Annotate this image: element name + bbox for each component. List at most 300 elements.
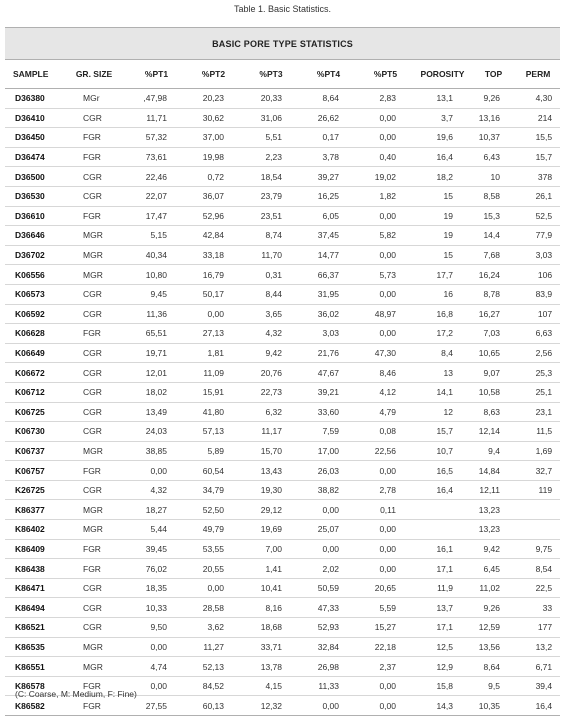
pt5-value: 0,00 [357, 324, 414, 344]
pt3-value: 12,32 [242, 696, 300, 716]
perm-value: 52,5 [516, 206, 560, 226]
pt2-value: 60,54 [185, 461, 242, 481]
sample-id: K06757 [5, 461, 60, 481]
column-header: SAMPLE [5, 60, 60, 89]
top-value: 13,16 [471, 108, 516, 128]
top-value: 11,02 [471, 578, 516, 598]
grain-size: CGR [60, 363, 128, 383]
top-value: 7,03 [471, 324, 516, 344]
pt2-value: 15,91 [185, 382, 242, 402]
top-value: 15,3 [471, 206, 516, 226]
pt5-value: 0,00 [357, 245, 414, 265]
pt5-value: 5,82 [357, 226, 414, 246]
pt4-value: 38,82 [300, 480, 357, 500]
grain-size: CGR [60, 284, 128, 304]
table-row [5, 108, 560, 128]
pt3-value: 19,30 [242, 480, 300, 500]
pt3-value: 8,44 [242, 284, 300, 304]
top-value: 12,14 [471, 422, 516, 442]
pt2-value: 53,55 [185, 539, 242, 559]
pt2-value: 11,09 [185, 363, 242, 383]
top-value: 9,07 [471, 363, 516, 383]
pt4-value: 0,00 [300, 696, 357, 716]
pt2-value: 1,81 [185, 343, 242, 363]
perm-value: 214 [516, 108, 560, 128]
grain-size: CGR [60, 108, 128, 128]
porosity-value: 15 [414, 186, 471, 206]
pt3-value: 2,23 [242, 147, 300, 167]
pt3-value: 20,76 [242, 363, 300, 383]
pt5-value: 22,56 [357, 441, 414, 461]
top-value: 9,42 [471, 539, 516, 559]
sample-id: K86551 [5, 657, 60, 677]
pore-type-statistics-table [5, 27, 560, 716]
pt5-value: 0,00 [357, 128, 414, 148]
perm-value [516, 520, 560, 540]
pt4-value: 16,25 [300, 186, 357, 206]
perm-value: 2,56 [516, 343, 560, 363]
pt4-value: 26,03 [300, 461, 357, 481]
pt4-value: 14,77 [300, 245, 357, 265]
table-row [5, 167, 560, 187]
sample-id: D36500 [5, 167, 60, 187]
table-row [5, 559, 560, 579]
pt2-value: 34,79 [185, 480, 242, 500]
top-value: 8,64 [471, 657, 516, 677]
pt2-value: 0,00 [185, 304, 242, 324]
column-header: TOP [471, 60, 516, 89]
pt4-value: 26,62 [300, 108, 357, 128]
sample-id: D36702 [5, 245, 60, 265]
top-value: 13,56 [471, 637, 516, 657]
porosity-value: 15,7 [414, 422, 471, 442]
perm-value: 8,54 [516, 559, 560, 579]
pt3-value: 10,41 [242, 578, 300, 598]
grain-size: FGR [60, 539, 128, 559]
table-row [5, 402, 560, 422]
porosity-value: 17,1 [414, 559, 471, 579]
pt4-value: 2,02 [300, 559, 357, 579]
footnote: (C: Coarse, M: Medium, F: Fine) [15, 689, 137, 699]
pt3-value: 19,69 [242, 520, 300, 540]
table-row [5, 304, 560, 324]
grain-size: CGR [60, 480, 128, 500]
pt4-value: 32,84 [300, 637, 357, 657]
grain-size: MGR [60, 500, 128, 520]
sample-id: K06592 [5, 304, 60, 324]
pt1-value: ,47,98 [128, 89, 185, 109]
pt5-value: 0,00 [357, 539, 414, 559]
column-header: %PT2 [185, 60, 242, 89]
grain-size: FGR [60, 128, 128, 148]
pt5-value: 8,46 [357, 363, 414, 383]
pt1-value: 10,33 [128, 598, 185, 618]
sample-id: D36474 [5, 147, 60, 167]
sample-id: K86377 [5, 500, 60, 520]
sample-id: K06628 [5, 324, 60, 344]
table-row [5, 363, 560, 383]
pt3-value: 11,70 [242, 245, 300, 265]
grain-size: MGR [60, 245, 128, 265]
pt1-value: 24,03 [128, 422, 185, 442]
perm-value: 177 [516, 618, 560, 638]
pt4-value: 6,05 [300, 206, 357, 226]
sample-id: K86521 [5, 618, 60, 638]
porosity-value [414, 500, 471, 520]
porosity-value: 16,4 [414, 480, 471, 500]
pt2-value: 28,58 [185, 598, 242, 618]
porosity-value: 13 [414, 363, 471, 383]
table-row [5, 324, 560, 344]
pt2-value: 52,96 [185, 206, 242, 226]
pt2-value: 36,07 [185, 186, 242, 206]
grain-size: CGR [60, 598, 128, 618]
table-row [5, 147, 560, 167]
top-value: 9,26 [471, 598, 516, 618]
top-value: 10,37 [471, 128, 516, 148]
pt2-value: 0,00 [185, 578, 242, 598]
pt5-value: 0,00 [357, 676, 414, 696]
pt4-value: 47,67 [300, 363, 357, 383]
top-value: 7,68 [471, 245, 516, 265]
sample-id: K86471 [5, 578, 60, 598]
pt1-value: 19,71 [128, 343, 185, 363]
grain-size: CGR [60, 167, 128, 187]
table-row [5, 128, 560, 148]
pt3-value: 7,00 [242, 539, 300, 559]
pt1-value: 13,49 [128, 402, 185, 422]
pt3-value: 20,33 [242, 89, 300, 109]
top-value: 6,43 [471, 147, 516, 167]
column-header: POROSITY [414, 60, 471, 89]
pt1-value: 0,00 [128, 676, 185, 696]
pt4-value: 7,59 [300, 422, 357, 442]
perm-value: 107 [516, 304, 560, 324]
sample-id: D36380 [5, 89, 60, 109]
pt2-value: 11,27 [185, 637, 242, 657]
table-row [5, 598, 560, 618]
table-caption: Table 1. Basic Statistics. [233, 4, 332, 14]
porosity-value: 16,4 [414, 147, 471, 167]
sample-id: K06649 [5, 343, 60, 363]
pt1-value: 18,27 [128, 500, 185, 520]
sample-id: D36410 [5, 108, 60, 128]
pt4-value: 37,45 [300, 226, 357, 246]
sample-id: K86582 [5, 696, 60, 716]
pt1-value: 11,36 [128, 304, 185, 324]
column-header: %PT5 [357, 60, 414, 89]
column-header: %PT1 [128, 60, 185, 89]
pt2-value: 3,62 [185, 618, 242, 638]
pt4-value: 3,78 [300, 147, 357, 167]
column-header: %PT4 [300, 60, 357, 89]
pt1-value: 76,02 [128, 559, 185, 579]
pt3-value: 11,17 [242, 422, 300, 442]
table-row [5, 637, 560, 657]
table-row [5, 441, 560, 461]
porosity-value: 13,7 [414, 598, 471, 618]
sample-id: K06730 [5, 422, 60, 442]
pt4-value: 36,02 [300, 304, 357, 324]
porosity-value: 17,1 [414, 618, 471, 638]
top-value: 16,24 [471, 265, 516, 285]
pt5-value: 0,00 [357, 696, 414, 716]
pt3-value: 22,73 [242, 382, 300, 402]
pt4-value: 39,21 [300, 382, 357, 402]
pt5-value: 0,00 [357, 461, 414, 481]
table-row [5, 480, 560, 500]
pt1-value: 57,32 [128, 128, 185, 148]
pt1-value: 40,34 [128, 245, 185, 265]
table-row [5, 520, 560, 540]
sample-id: K06556 [5, 265, 60, 285]
porosity-value: 3,7 [414, 108, 471, 128]
sample-id: K86494 [5, 598, 60, 618]
top-value: 9,5 [471, 676, 516, 696]
pt2-value: 84,52 [185, 676, 242, 696]
pt2-value: 33,18 [185, 245, 242, 265]
porosity-value: 15,8 [414, 676, 471, 696]
perm-value: 6,71 [516, 657, 560, 677]
sample-id: D36610 [5, 206, 60, 226]
top-value: 14,84 [471, 461, 516, 481]
pt4-value: 8,64 [300, 89, 357, 109]
pt3-value: 8,16 [242, 598, 300, 618]
porosity-value: 16,5 [414, 461, 471, 481]
porosity-value: 14,1 [414, 382, 471, 402]
top-value: 8,58 [471, 186, 516, 206]
pt3-value: 13,43 [242, 461, 300, 481]
pt4-value: 0,00 [300, 539, 357, 559]
table-row [5, 284, 560, 304]
pt1-value: 9,45 [128, 284, 185, 304]
pt3-value: 3,65 [242, 304, 300, 324]
pt3-value: 1,41 [242, 559, 300, 579]
table-row [5, 206, 560, 226]
pt1-value: 12,01 [128, 363, 185, 383]
sample-id: K26725 [5, 480, 60, 500]
pt1-value: 4,32 [128, 480, 185, 500]
pt3-value: 9,42 [242, 343, 300, 363]
perm-value: 378 [516, 167, 560, 187]
grain-size: FGR [60, 461, 128, 481]
pt1-value: 5,15 [128, 226, 185, 246]
perm-value: 6,63 [516, 324, 560, 344]
table-row [5, 382, 560, 402]
porosity-value: 10,7 [414, 441, 471, 461]
grain-size: CGR [60, 304, 128, 324]
pt3-value: 31,06 [242, 108, 300, 128]
sample-id: K06725 [5, 402, 60, 422]
porosity-value: 12,9 [414, 657, 471, 677]
pt3-value: 15,70 [242, 441, 300, 461]
grain-size: FGR [60, 147, 128, 167]
perm-value: 83,9 [516, 284, 560, 304]
top-value: 10 [471, 167, 516, 187]
top-value: 13,23 [471, 520, 516, 540]
pt2-value: 52,50 [185, 500, 242, 520]
pt5-value: 19,02 [357, 167, 414, 187]
pt5-value: 1,82 [357, 186, 414, 206]
pt5-value: 22,18 [357, 637, 414, 657]
pt1-value: 5,44 [128, 520, 185, 540]
pt4-value: 25,07 [300, 520, 357, 540]
porosity-value: 18,2 [414, 167, 471, 187]
pt1-value: 18,02 [128, 382, 185, 402]
pt1-value: 18,35 [128, 578, 185, 598]
perm-value: 33 [516, 598, 560, 618]
grain-size: FGR [60, 559, 128, 579]
pt3-value: 6,32 [242, 402, 300, 422]
pt3-value: 23,51 [242, 206, 300, 226]
porosity-value: 16,1 [414, 539, 471, 559]
perm-value [516, 500, 560, 520]
column-header: GR. SIZE [60, 60, 128, 89]
pt1-value: 10,80 [128, 265, 185, 285]
pt4-value: 50,59 [300, 578, 357, 598]
top-value: 10,35 [471, 696, 516, 716]
pt3-value: 4,15 [242, 676, 300, 696]
top-value: 6,45 [471, 559, 516, 579]
pt2-value: 19,98 [185, 147, 242, 167]
pt4-value: 31,95 [300, 284, 357, 304]
perm-value: 77,9 [516, 226, 560, 246]
pt1-value: 38,85 [128, 441, 185, 461]
perm-value: 22,5 [516, 578, 560, 598]
porosity-value: 11,9 [414, 578, 471, 598]
pt5-value: 4,79 [357, 402, 414, 422]
pt2-value: 49,79 [185, 520, 242, 540]
pt2-value: 0,72 [185, 167, 242, 187]
grain-size: FGR [60, 206, 128, 226]
pt5-value: 0,08 [357, 422, 414, 442]
pt3-value: 23,79 [242, 186, 300, 206]
porosity-value: 16,8 [414, 304, 471, 324]
grain-size: MGR [60, 265, 128, 285]
perm-value: 23,1 [516, 402, 560, 422]
grain-size: MGr [60, 89, 128, 109]
sample-id: K06672 [5, 363, 60, 383]
pt1-value: 22,46 [128, 167, 185, 187]
sample-id: D36450 [5, 128, 60, 148]
perm-value: 16,4 [516, 696, 560, 716]
table-row [5, 657, 560, 677]
porosity-value: 19 [414, 206, 471, 226]
pt4-value: 21,76 [300, 343, 357, 363]
grain-size: FGR [60, 696, 128, 716]
pt2-value: 42,84 [185, 226, 242, 246]
pt1-value: 17,47 [128, 206, 185, 226]
grain-size: MGR [60, 226, 128, 246]
porosity-value: 12 [414, 402, 471, 422]
porosity-value: 19 [414, 226, 471, 246]
porosity-value: 19,6 [414, 128, 471, 148]
top-value: 12,11 [471, 480, 516, 500]
grain-size: MGR [60, 441, 128, 461]
pt1-value: 11,71 [128, 108, 185, 128]
sample-id: K86402 [5, 520, 60, 540]
top-value: 14,4 [471, 226, 516, 246]
pt2-value: 16,79 [185, 265, 242, 285]
perm-value: 39,4 [516, 676, 560, 696]
table-row [5, 422, 560, 442]
porosity-value [414, 520, 471, 540]
porosity-value: 8,4 [414, 343, 471, 363]
porosity-value: 15 [414, 245, 471, 265]
table-row [5, 461, 560, 481]
pt2-value: 20,23 [185, 89, 242, 109]
pt2-value: 20,55 [185, 559, 242, 579]
perm-value: 4,30 [516, 89, 560, 109]
pt1-value: 9,50 [128, 618, 185, 638]
pt5-value: 2,78 [357, 480, 414, 500]
pt3-value: 33,71 [242, 637, 300, 657]
perm-value: 15,5 [516, 128, 560, 148]
pt5-value: 0,11 [357, 500, 414, 520]
pt5-value: 20,65 [357, 578, 414, 598]
pt4-value: 33,60 [300, 402, 357, 422]
top-value: 12,59 [471, 618, 516, 638]
pt5-value: 0,00 [357, 559, 414, 579]
pt1-value: 22,07 [128, 186, 185, 206]
pt4-value: 47,33 [300, 598, 357, 618]
perm-value: 106 [516, 265, 560, 285]
pt3-value: 18,68 [242, 618, 300, 638]
pt1-value: 4,74 [128, 657, 185, 677]
pt5-value: 0,40 [357, 147, 414, 167]
porosity-value: 17,2 [414, 324, 471, 344]
sample-id: D36530 [5, 186, 60, 206]
grain-size: MGR [60, 637, 128, 657]
table-row [5, 618, 560, 638]
pt1-value: 27,55 [128, 696, 185, 716]
pt5-value: 0,00 [357, 206, 414, 226]
pt4-value: 66,37 [300, 265, 357, 285]
pt3-value: 29,12 [242, 500, 300, 520]
grain-size: FGR [60, 676, 128, 696]
pt2-value: 30,62 [185, 108, 242, 128]
pt5-value: 4,12 [357, 382, 414, 402]
grain-size: CGR [60, 343, 128, 363]
top-value: 8,63 [471, 402, 516, 422]
table-row [5, 226, 560, 246]
column-header: %PT3 [242, 60, 300, 89]
pt4-value: 39,27 [300, 167, 357, 187]
table-row [5, 265, 560, 285]
top-value: 9,4 [471, 441, 516, 461]
pt2-value: 41,80 [185, 402, 242, 422]
sample-id: K06712 [5, 382, 60, 402]
pt4-value: 26,98 [300, 657, 357, 677]
pt3-value: 0,31 [242, 265, 300, 285]
sample-id: D36646 [5, 226, 60, 246]
perm-value: 11,5 [516, 422, 560, 442]
grain-size: CGR [60, 186, 128, 206]
table-title: BASIC PORE TYPE STATISTICS [5, 28, 560, 60]
pt5-value: 15,27 [357, 618, 414, 638]
perm-value: 26,1 [516, 186, 560, 206]
sample-id: K86409 [5, 539, 60, 559]
pt5-value: 0,00 [357, 284, 414, 304]
top-value: 8,78 [471, 284, 516, 304]
pt5-value: 2,83 [357, 89, 414, 109]
sample-id: K86438 [5, 559, 60, 579]
perm-value: 119 [516, 480, 560, 500]
perm-value: 9,75 [516, 539, 560, 559]
table-row [5, 539, 560, 559]
pt2-value: 57,13 [185, 422, 242, 442]
pt1-value: 0,00 [128, 461, 185, 481]
